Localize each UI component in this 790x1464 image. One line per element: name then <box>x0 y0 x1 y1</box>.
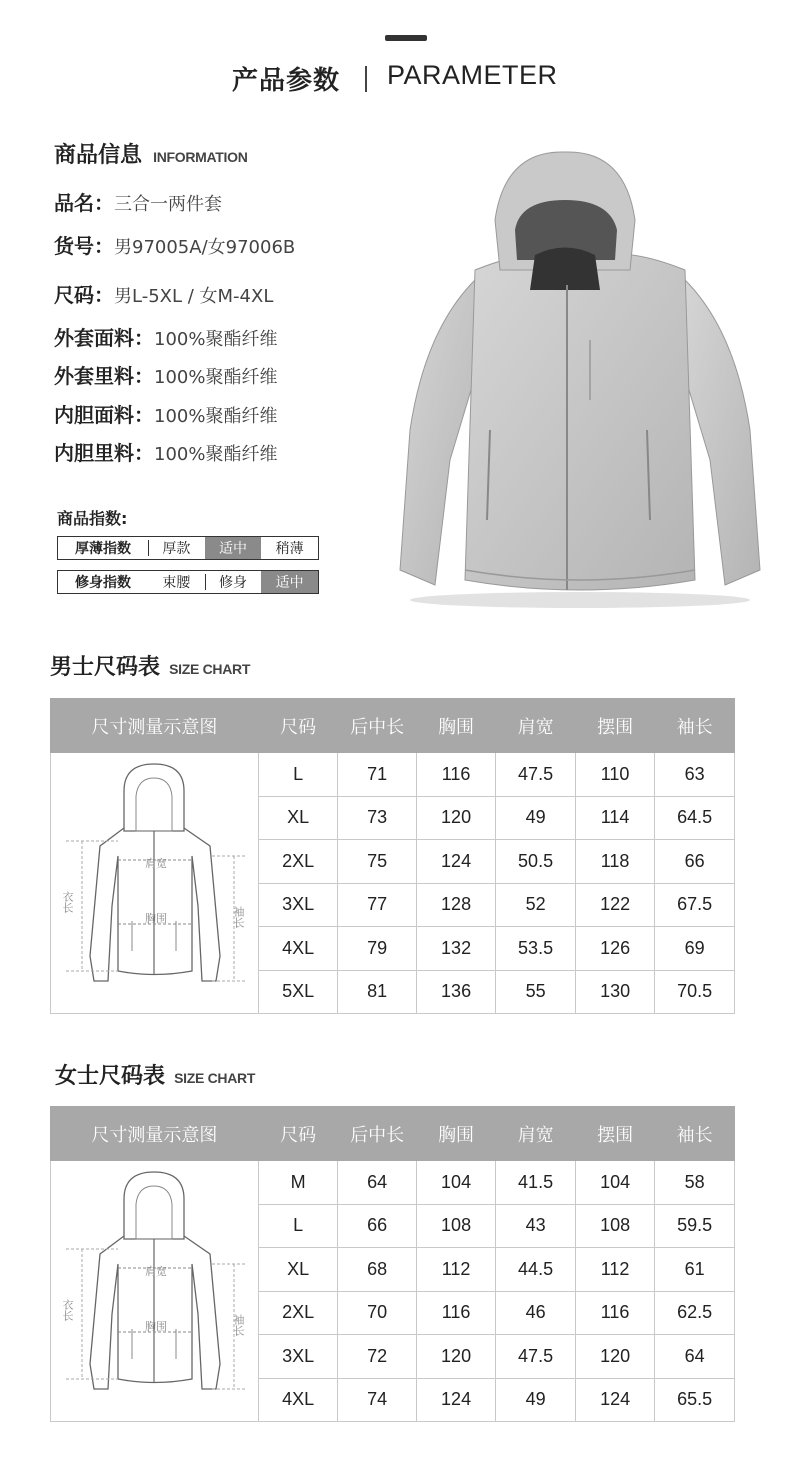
col-shoulder: 肩宽 <box>496 1107 576 1161</box>
cell-back-length: 77 <box>338 883 417 927</box>
table-header-row <box>51 699 735 753</box>
info-row-outer-lining <box>54 360 277 389</box>
info-row-inner-fabric <box>54 399 277 428</box>
page-title-en: PARAMETER <box>387 60 558 90</box>
cell-sleeve: 65.5 <box>655 1378 735 1422</box>
cell-sleeve: 61 <box>655 1248 735 1292</box>
shoulder-label: 肩宽 <box>144 1265 167 1278</box>
men-measure-diagram <box>51 753 259 1014</box>
info-label: 外套面料： <box>54 326 154 350</box>
women-measure-diagram <box>51 1161 259 1422</box>
sleeve-label: 袖长 <box>231 905 244 928</box>
cell-shoulder: 46 <box>496 1291 576 1335</box>
men-chart-title-cn: 男士尺码表 <box>50 655 161 680</box>
info-label: 外套里料： <box>54 364 154 388</box>
info-title-cn: 商品信息 <box>54 143 143 168</box>
fit-option-waisted: 束腰 <box>162 575 191 591</box>
cell-chest: 104 <box>416 1161 495 1205</box>
cell-sleeve: 59.5 <box>655 1204 735 1248</box>
info-value: 100%聚酯纤维 <box>154 444 278 465</box>
cell-sleeve: 58 <box>655 1161 735 1205</box>
cell-sleeve: 62.5 <box>655 1291 735 1335</box>
info-value: 100%聚酯纤维 <box>154 329 278 350</box>
length-label: 衣长 <box>60 1298 73 1321</box>
cell-shoulder: 49 <box>496 1378 576 1422</box>
col-size: 尺码 <box>258 1107 337 1161</box>
cell-size: 3XL <box>258 883 337 927</box>
info-value: 100%聚酯纤维 <box>154 406 278 427</box>
col-hem: 摆围 <box>575 699 654 753</box>
cell-back-length: 73 <box>338 796 417 840</box>
cell-size: 4XL <box>258 1378 337 1422</box>
cell-sleeve: 69 <box>655 927 735 971</box>
col-back-length: 后中长 <box>338 699 417 753</box>
fit-option-slim: 修身 <box>205 571 262 593</box>
cell-chest: 116 <box>416 1291 495 1335</box>
col-chest: 胸围 <box>416 1107 495 1161</box>
info-label: 尺码： <box>54 283 114 307</box>
cell-size: XL <box>258 796 337 840</box>
info-label: 货号： <box>54 234 114 258</box>
cell-size: 3XL <box>258 1335 337 1379</box>
cell-shoulder: 49 <box>496 796 576 840</box>
men-size-table <box>50 698 735 1014</box>
thickness-index <box>57 536 319 560</box>
table-row <box>51 753 735 797</box>
info-section-title <box>54 138 248 169</box>
cell-shoulder: 52 <box>496 883 576 927</box>
cell-chest: 132 <box>416 927 495 971</box>
col-hem: 摆围 <box>575 1107 654 1161</box>
jacket-measure-diagram <box>52 756 257 1006</box>
cell-hem: 130 <box>575 970 654 1014</box>
header-accent-bar <box>385 35 427 41</box>
thickness-option-thick: 厚款 <box>148 537 205 559</box>
info-value: 三合一两件套 <box>114 194 222 215</box>
cell-size: 5XL <box>258 970 337 1014</box>
col-diagram: 尺寸测量示意图 <box>51 1107 259 1161</box>
page-title-cn: 产品参数 <box>232 66 341 96</box>
cell-chest: 116 <box>416 753 495 797</box>
info-value: 100%聚酯纤维 <box>154 367 278 388</box>
cell-chest: 124 <box>416 1378 495 1422</box>
title-divider <box>365 66 367 92</box>
cell-sleeve: 64.5 <box>655 796 735 840</box>
cell-size: 2XL <box>258 840 337 884</box>
jacket-measure-diagram <box>52 1164 257 1414</box>
cell-size: L <box>258 753 337 797</box>
index-title: 商品指数: <box>57 509 128 528</box>
jacket-product-image <box>395 130 765 610</box>
cell-back-length: 75 <box>338 840 417 884</box>
cell-hem: 110 <box>575 753 654 797</box>
cell-chest: 112 <box>416 1248 495 1292</box>
cell-shoulder: 50.5 <box>496 840 576 884</box>
cell-hem: 126 <box>575 927 654 971</box>
fit-option-regular: 适中 <box>261 571 318 593</box>
cell-hem: 124 <box>575 1378 654 1422</box>
chest-label: 胸围 <box>144 912 167 925</box>
cell-shoulder: 55 <box>496 970 576 1014</box>
length-label: 衣长 <box>60 890 73 913</box>
thickness-option-thin: 稍薄 <box>275 541 304 557</box>
cell-chest: 136 <box>416 970 495 1014</box>
cell-shoulder: 43 <box>496 1204 576 1248</box>
cell-chest: 124 <box>416 840 495 884</box>
cell-hem: 104 <box>575 1161 654 1205</box>
cell-sleeve: 67.5 <box>655 883 735 927</box>
cell-back-length: 79 <box>338 927 417 971</box>
info-row-name <box>54 187 222 216</box>
info-row-inner-lining <box>54 437 277 466</box>
women-chart-title-en: SIZE CHART <box>174 1070 256 1086</box>
info-row-size <box>54 279 273 308</box>
cell-hem: 108 <box>575 1204 654 1248</box>
cell-chest: 108 <box>416 1204 495 1248</box>
women-size-table <box>50 1106 735 1422</box>
table-row <box>51 1161 735 1205</box>
cell-chest: 120 <box>416 1335 495 1379</box>
fit-index <box>57 570 319 594</box>
cell-back-length: 74 <box>338 1378 417 1422</box>
cell-hem: 122 <box>575 883 654 927</box>
cell-hem: 116 <box>575 1291 654 1335</box>
cell-size: 4XL <box>258 927 337 971</box>
col-size: 尺码 <box>258 699 337 753</box>
cell-size: 2XL <box>258 1291 337 1335</box>
men-chart-title <box>50 650 250 681</box>
shoulder-label: 肩宽 <box>144 857 167 870</box>
men-chart-title-en: SIZE CHART <box>169 661 251 677</box>
cell-size: M <box>258 1161 337 1205</box>
cell-sleeve: 64 <box>655 1335 735 1379</box>
cell-shoulder: 53.5 <box>496 927 576 971</box>
col-shoulder: 肩宽 <box>496 699 576 753</box>
cell-sleeve: 66 <box>655 840 735 884</box>
women-chart-title <box>55 1059 255 1090</box>
sleeve-label: 袖长 <box>231 1313 244 1336</box>
cell-sleeve: 70.5 <box>655 970 735 1014</box>
cell-back-length: 70 <box>338 1291 417 1335</box>
info-label: 品名： <box>54 191 114 215</box>
info-row-sku <box>54 230 295 259</box>
cell-shoulder: 44.5 <box>496 1248 576 1292</box>
cell-hem: 120 <box>575 1335 654 1379</box>
col-diagram: 尺寸测量示意图 <box>51 699 259 753</box>
cell-back-length: 66 <box>338 1204 417 1248</box>
thickness-option-medium: 适中 <box>205 537 262 559</box>
info-value: 男L-5XL / 女M-4XL <box>114 286 274 307</box>
cell-hem: 112 <box>575 1248 654 1292</box>
cell-size: L <box>258 1204 337 1248</box>
info-row-outer-fabric <box>54 322 277 351</box>
cell-chest: 128 <box>416 883 495 927</box>
cell-sleeve: 63 <box>655 753 735 797</box>
info-value: 男97005A/女97006B <box>114 237 296 258</box>
women-chart-title-cn: 女士尺码表 <box>55 1064 166 1089</box>
col-sleeve: 袖长 <box>655 1107 735 1161</box>
info-label: 内胆里料： <box>54 441 154 465</box>
cell-chest: 120 <box>416 796 495 840</box>
cell-hem: 118 <box>575 840 654 884</box>
cell-back-length: 68 <box>338 1248 417 1292</box>
cell-back-length: 81 <box>338 970 417 1014</box>
col-back-length: 后中长 <box>338 1107 417 1161</box>
cell-back-length: 71 <box>338 753 417 797</box>
cell-back-length: 64 <box>338 1161 417 1205</box>
col-chest: 胸围 <box>416 699 495 753</box>
cell-back-length: 72 <box>338 1335 417 1379</box>
chest-label: 胸围 <box>144 1320 167 1333</box>
info-title-en: INFORMATION <box>153 149 248 165</box>
cell-shoulder: 47.5 <box>496 753 576 797</box>
cell-hem: 114 <box>575 796 654 840</box>
cell-shoulder: 47.5 <box>496 1335 576 1379</box>
thickness-label: 厚薄指数 <box>75 541 131 557</box>
cell-size: XL <box>258 1248 337 1292</box>
col-sleeve: 袖长 <box>655 699 735 753</box>
table-header-row <box>51 1107 735 1161</box>
info-label: 内胆面料： <box>54 403 154 427</box>
fit-label: 修身指数 <box>75 575 131 591</box>
cell-shoulder: 41.5 <box>496 1161 576 1205</box>
